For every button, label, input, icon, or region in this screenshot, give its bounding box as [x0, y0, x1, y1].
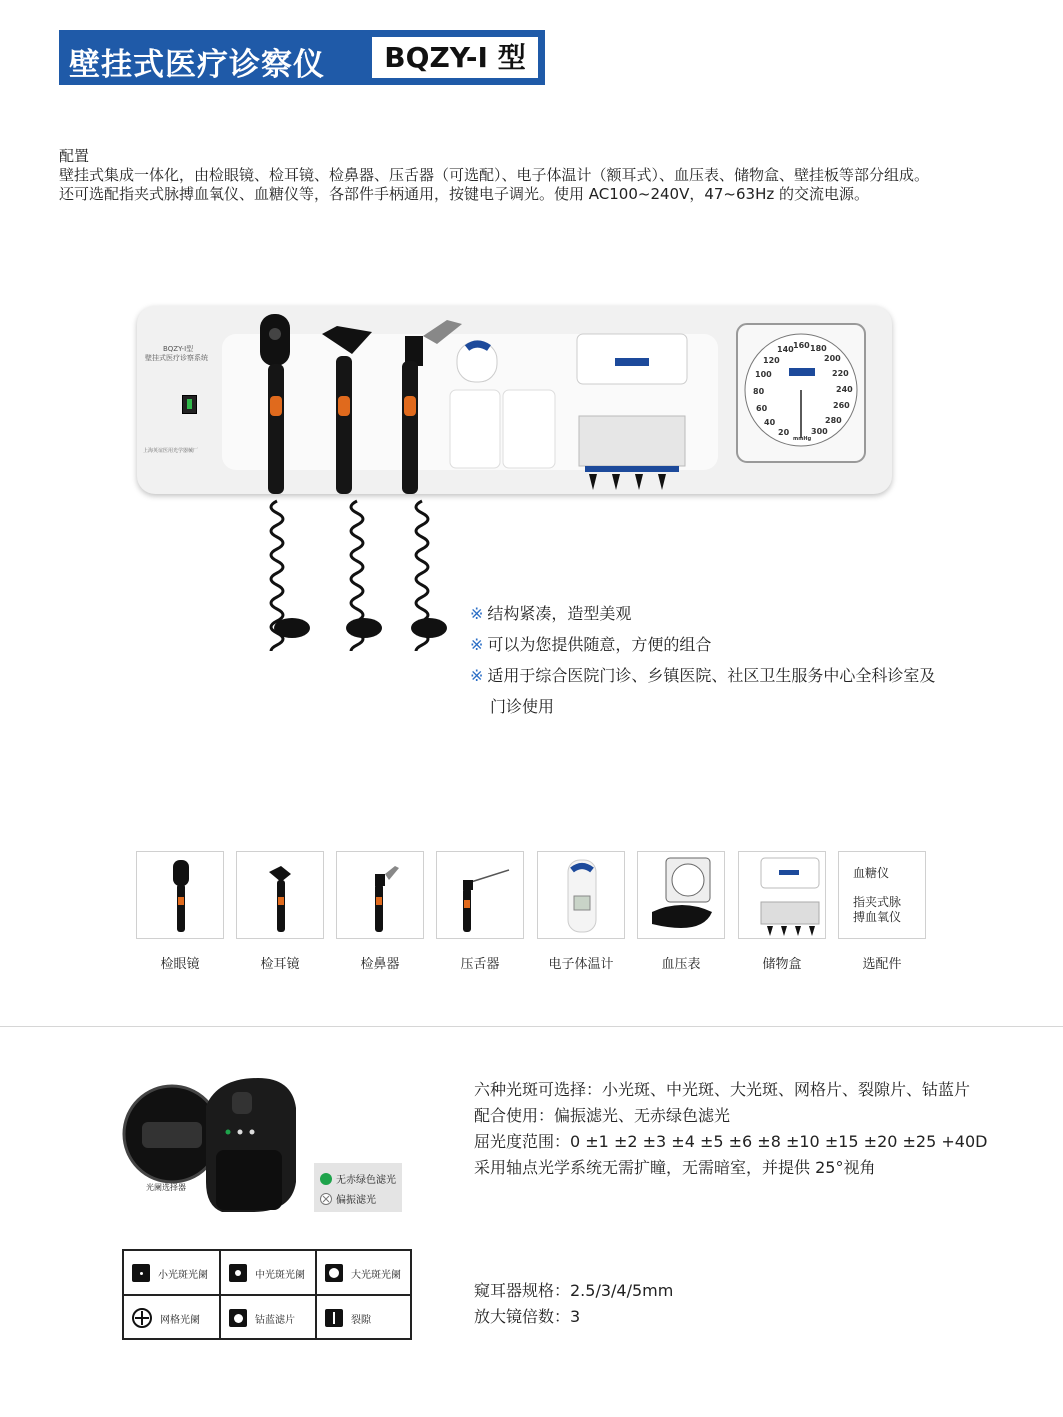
- ophthalmoscope-icon: [137, 852, 224, 939]
- small-spot-icon: [132, 1264, 150, 1282]
- gauge-number: 280: [825, 416, 842, 425]
- panel-maker: 上海英谊医用光学器械厂: [143, 448, 199, 454]
- feature-continuation: 门诊使用: [490, 697, 555, 716]
- aperture-medium: [221, 1251, 317, 1295]
- feature-item: [470, 660, 935, 691]
- gauge-number: 60: [756, 404, 768, 413]
- thumbnail-tongue-depressor: [436, 851, 524, 939]
- thermometer-icon: [450, 342, 555, 468]
- feature-text: 适用于综合医院门诊、乡镇医院、社区卫生服务中心全科诊室及: [487, 666, 936, 685]
- thumbnail-caption: 检耳镜: [260, 957, 300, 972]
- feature-mark: ※: [470, 604, 484, 623]
- config-line-1: 壁挂式集成一体化，由检眼镜、检耳镜、检鼻器、压舌器（可选配）、电子体温计（额耳式）、血压表、储物盒、壁挂板等部分组成。: [59, 166, 930, 184]
- feature-text: 结构紧凑，造型美观: [487, 604, 632, 623]
- feature-mark: ※: [470, 666, 484, 685]
- thermometer-icon: [538, 852, 625, 939]
- section-divider: [0, 1026, 1063, 1027]
- gauge-number: 180: [810, 344, 827, 353]
- thumbnail-ophthalmoscope: [136, 851, 224, 939]
- filter-polar-row: [320, 1191, 376, 1206]
- model-badge: BQZY-I 型: [372, 37, 538, 78]
- storage-box-icon: [739, 852, 826, 939]
- thumbnail-thermometer: [537, 851, 625, 939]
- thumbnail-caption: 压舌器: [460, 957, 500, 972]
- ophthalmoscope-icon: [260, 314, 290, 494]
- grid-icon: [132, 1308, 152, 1328]
- gauge-number: 260: [833, 401, 850, 410]
- config-section: [59, 147, 929, 204]
- panel-label-model: BQZY-I型: [163, 345, 194, 353]
- gauge-number: 240: [836, 385, 853, 394]
- storage-box-icon: [577, 334, 687, 490]
- medium-spot-icon: [229, 1264, 247, 1282]
- optional-parts-list: [839, 852, 925, 925]
- filter-legend: [314, 1163, 402, 1212]
- aperture-small: [124, 1251, 220, 1295]
- gauge-number: 200: [824, 354, 841, 363]
- spec-line: 六种光斑可选择：小光斑、中光斑、大光斑、网格片、裂隙片、钴蓝片: [474, 1080, 971, 1099]
- aperture-label: 小光斑光阑: [158, 1269, 208, 1281]
- aperture-label: 裂隙: [351, 1314, 371, 1326]
- aperture-grid: [124, 1296, 220, 1340]
- thumbnail-caption: 选配件: [862, 957, 902, 972]
- feature-item: [470, 629, 935, 660]
- page-title: 壁挂式医疗诊察仪: [69, 47, 325, 83]
- aperture-label: 钴蓝滤片: [255, 1314, 295, 1326]
- gauge-scale: [737, 324, 865, 462]
- spec-line: 窥耳器规格：2.5/3/4/5mm: [474, 1281, 674, 1300]
- spec-line: 放大镜倍数：3: [474, 1307, 581, 1326]
- thumbnail-nasal-scope: [336, 851, 424, 939]
- otoscope-icon: [322, 326, 372, 494]
- gauge-number: 100: [755, 370, 772, 379]
- thumbnail-storage-box: [738, 851, 826, 939]
- feature-text: 可以为您提供随意，方便的组合: [487, 635, 712, 654]
- thumbnail-otoscope: [236, 851, 324, 939]
- gauge-number: 140: [777, 345, 794, 354]
- spec-line: 配合使用：偏振滤光、无赤绿色滤光: [474, 1106, 731, 1125]
- tongue-depressor-icon: [437, 852, 524, 939]
- polarizer-icon: [320, 1193, 332, 1205]
- aperture-label: 网格光阑: [160, 1314, 200, 1326]
- large-spot-icon: [325, 1264, 343, 1282]
- gauge-number: 20: [778, 428, 790, 437]
- gauge-number: 300: [811, 427, 828, 436]
- feature-item: [470, 598, 935, 629]
- optional-item: 指夹式脉: [853, 895, 902, 909]
- ophthalmoscope-specs: [474, 1077, 987, 1181]
- green-dot-icon: [320, 1173, 332, 1185]
- nasal-scope-icon: [337, 852, 424, 939]
- optional-item: 搏血氧仪: [853, 910, 902, 924]
- title-banner: [59, 30, 545, 85]
- gauge-number: 80: [753, 387, 765, 396]
- gauge-unit: mmHg: [793, 436, 812, 442]
- feature-list: [470, 598, 935, 722]
- gauge-number: 220: [832, 369, 849, 378]
- otoscope-icon: [237, 852, 324, 939]
- gauge-number: 40: [764, 418, 776, 427]
- filter-green-row: [320, 1171, 396, 1186]
- gauge-number: 120: [763, 356, 780, 365]
- spec-line: 屈光度范围：0 ±1 ±2 ±3 ±4 ±5 ±6 ±8 ±10 ±15 ±20 ±25 +40D: [474, 1132, 988, 1151]
- aperture-large: [317, 1251, 413, 1295]
- aperture-label: 中光斑光阑: [255, 1269, 305, 1281]
- gauge-number: 160: [793, 341, 810, 350]
- thumbnail-caption: 储物盒: [762, 957, 802, 972]
- ophthalmoscope-head-illustration: [120, 1070, 300, 1220]
- feature-mark: ※: [470, 635, 484, 654]
- thumbnail-optional-parts: [838, 851, 926, 939]
- aperture-cobalt: [221, 1296, 317, 1340]
- slit-icon: [325, 1309, 343, 1327]
- selector-caption: 光阑选择器: [146, 1183, 186, 1192]
- filter-polar-label: 偏振滤光: [336, 1195, 376, 1206]
- optional-item: 血糖仪: [853, 866, 890, 880]
- aperture-slit: [317, 1296, 413, 1340]
- config-heading: 配置: [59, 147, 90, 165]
- thumbnail-caption: 电子体温计: [548, 957, 614, 972]
- blood-pressure-gauge-icon: [638, 852, 725, 939]
- thumbnail-caption: 检眼镜: [160, 957, 200, 972]
- cobalt-filter-icon: [229, 1309, 247, 1327]
- thumbnail-caption: 检鼻器: [360, 957, 400, 972]
- otoscope-specs: [474, 1278, 673, 1330]
- aperture-table: [122, 1249, 412, 1340]
- thumbnail-caption: 血压表: [661, 957, 701, 972]
- filter-green-label: 无赤绿色滤光: [336, 1175, 396, 1186]
- thumbnail-bp-gauge: [637, 851, 725, 939]
- config-line-2: 还可选配指夹式脉搏血氧仪、血糖仪等，各部件手柄通用，按键电子调光。使用 AC100~240V，47~63Hz 的交流电源。: [59, 185, 869, 203]
- aperture-label: 大光斑光阑: [351, 1269, 401, 1281]
- panel-label-name: 壁挂式医疗诊察系统: [145, 354, 208, 362]
- spec-line: 采用轴点光学系统无需扩瞳，无需暗室，并提供 25°视角: [474, 1158, 876, 1177]
